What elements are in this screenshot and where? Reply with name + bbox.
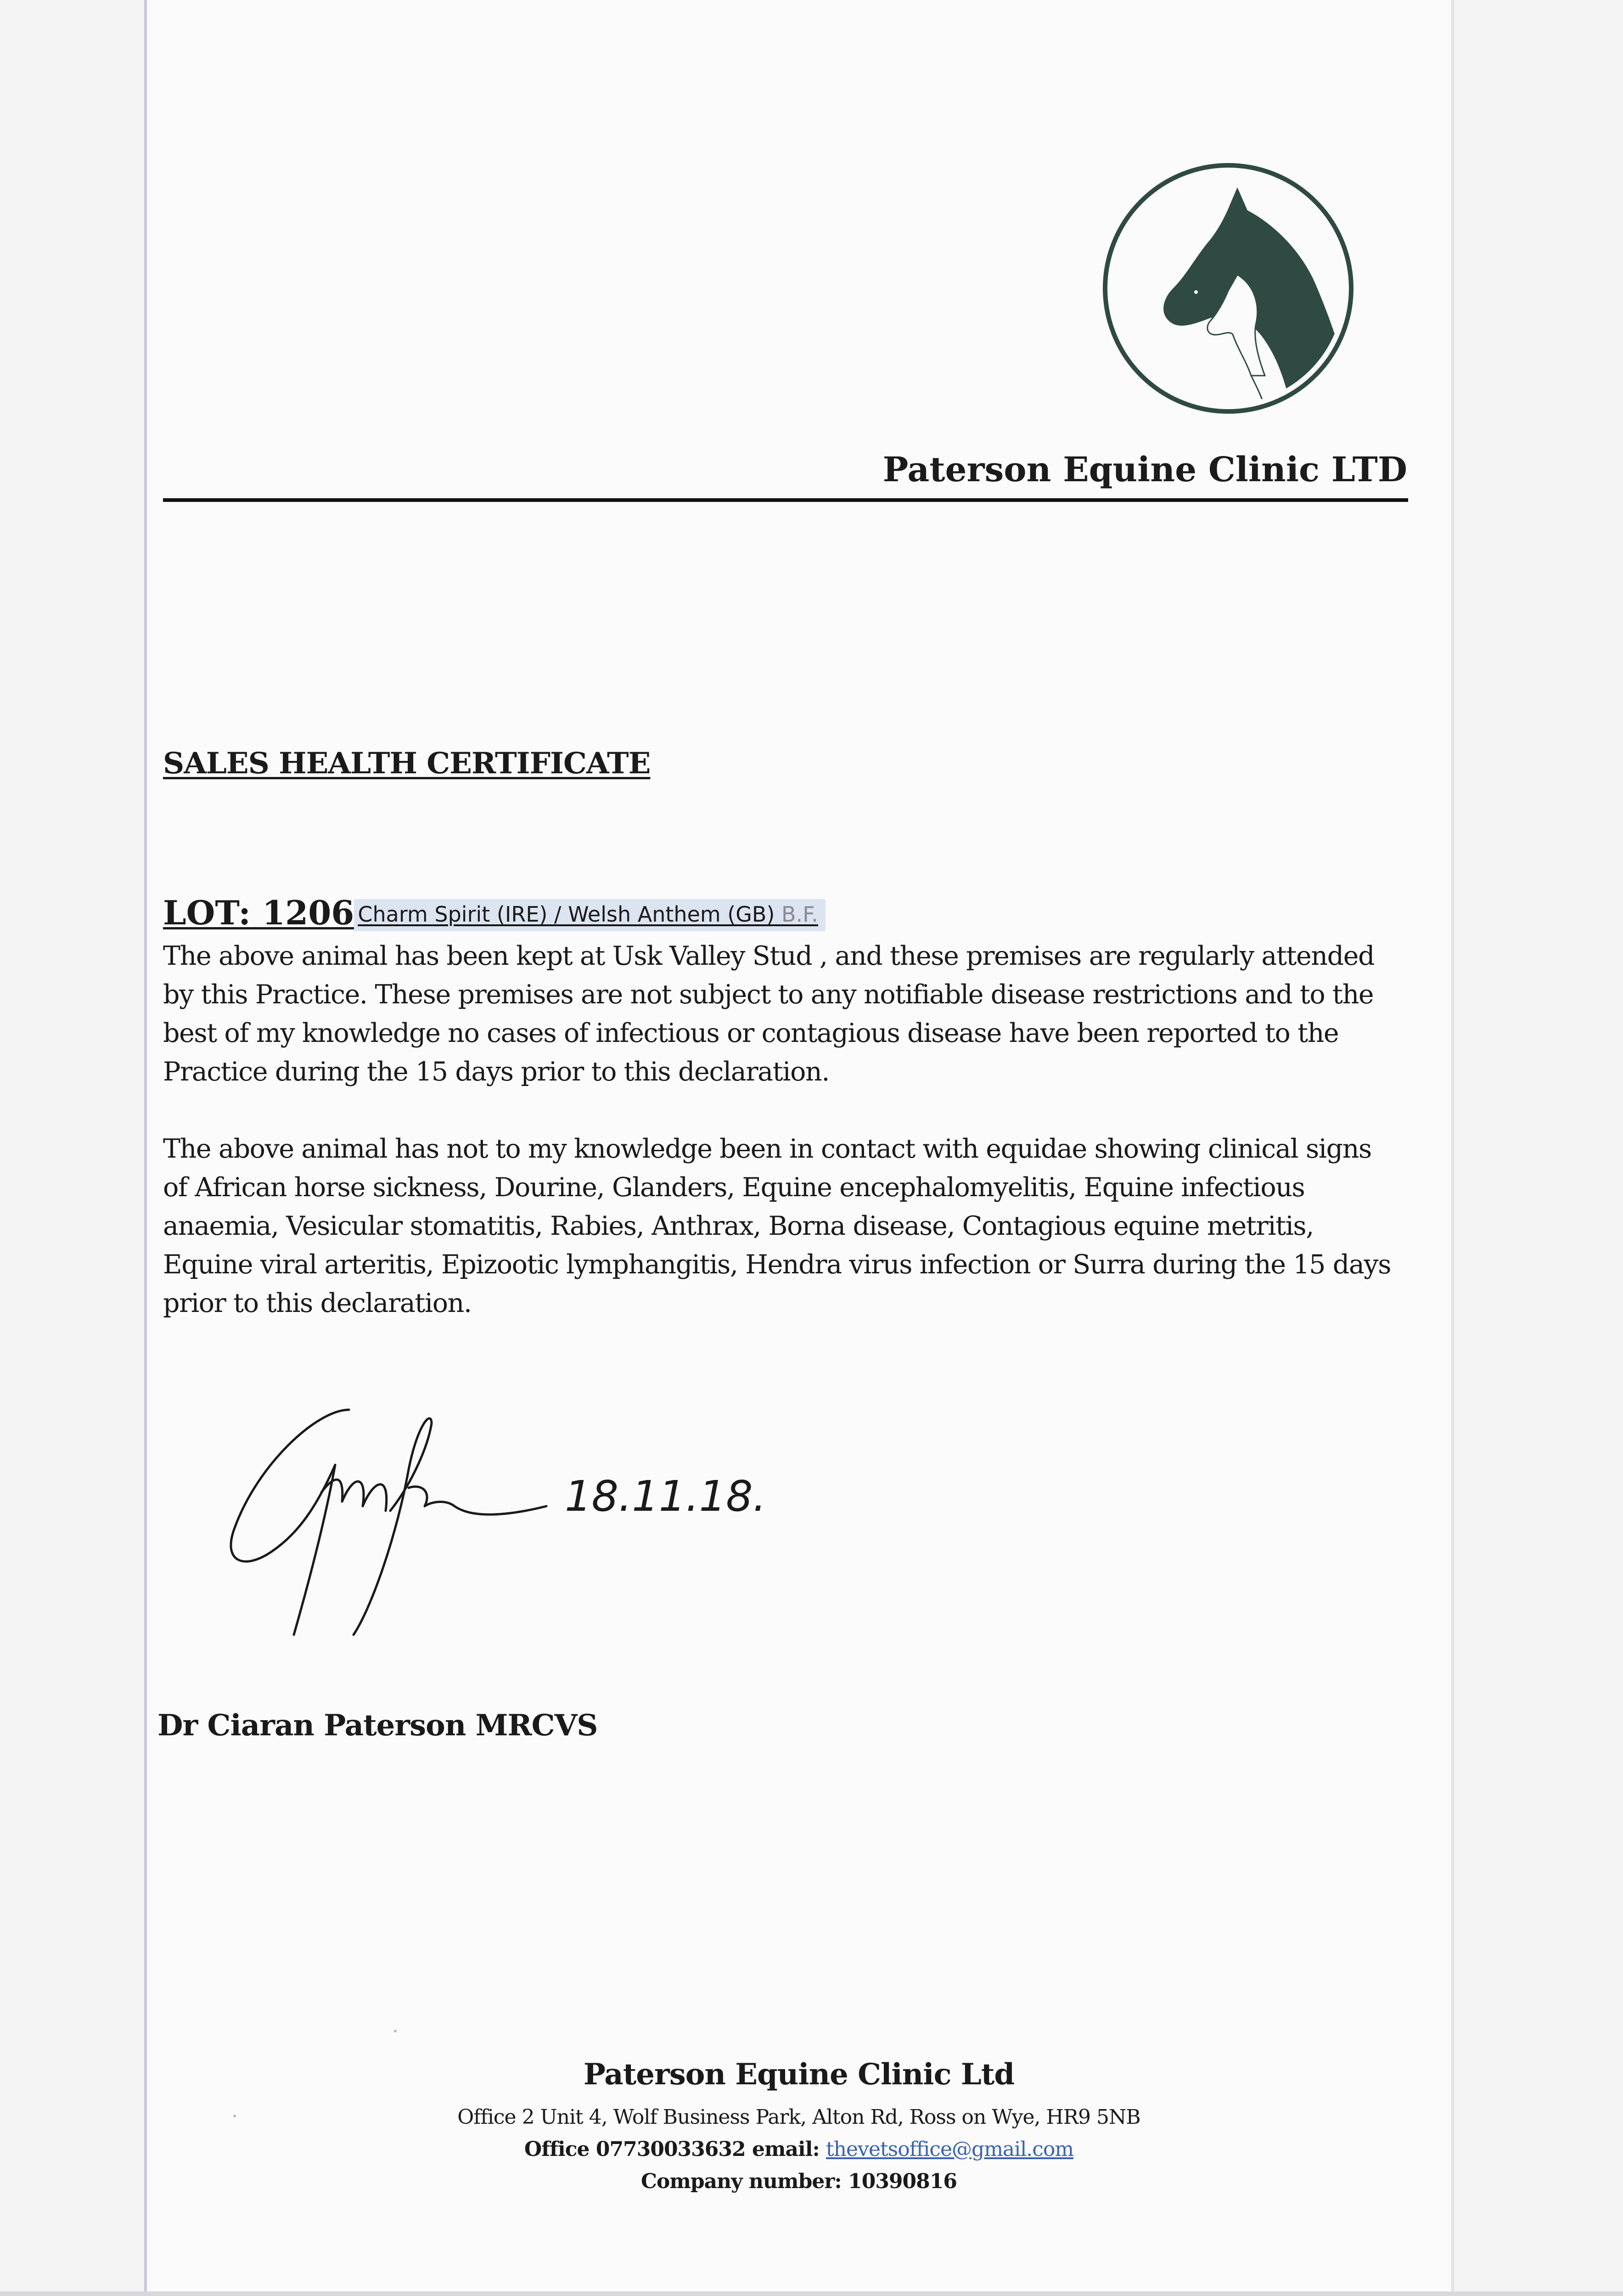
lot-horse-pedigree: Charm Spirit (IRE) / Welsh Anthem (GB) xyxy=(358,902,775,927)
scan-edge-right xyxy=(1451,0,1455,2291)
scan-speck xyxy=(394,2030,397,2032)
disease-contact-declaration: The above animal has not to my knowledge been in contact with equidae showing clinical signs of African horse sickness, Dourine, Glanders, Equine encephalomyelitis, Equine infectious anaemia, Vesicular stomatitis, Rabies, Anthrax, Borna disease, Contagious equine metritis, Equine viral arteritis, Epizootic lymphangitis, Hendra virus infection or Surra during the 15 days prior to this declaration. xyxy=(163,1134,1391,1318)
header-divider xyxy=(163,498,1408,502)
lot-suffix: B.F. xyxy=(781,902,818,927)
footer-clinic-name: Paterson Equine Clinic Ltd xyxy=(583,2057,1015,2092)
handwritten-date: 18.11.18. xyxy=(565,1472,766,1521)
footer-office-phone: Office 07730033632 email: xyxy=(524,2138,826,2161)
scan-edge-left xyxy=(144,0,147,2291)
handwritten-signature xyxy=(216,1396,813,1653)
certificate-title: SALES HEALTH CERTIFICATE xyxy=(163,746,651,781)
horse-head-logo-icon xyxy=(1100,160,1357,417)
lot-horse-highlight xyxy=(354,899,826,931)
lot-line xyxy=(163,893,826,939)
footer-contact xyxy=(147,2138,1451,2161)
premises-declaration: The above animal has been kept at Usk Valley Stud , and these premises are regularly attended by this Practice. These premises are not subject to any notifiable disease restrictions and to the best of my knowledge no cases of infectious or contagious disease have been reported to the Practice during the 15 days prior to this declaration. xyxy=(163,941,1375,1087)
scan-bottom-edge xyxy=(0,2291,1623,2296)
footer-email-link[interactable]: thevetsoffice@gmail.com xyxy=(826,2138,1074,2161)
lot-number: LOT: 1206 xyxy=(163,893,354,932)
footer-address: Office 2 Unit 4, Wolf Business Park, Alton Rd, Ross on Wye, HR9 5NB xyxy=(457,2105,1140,2129)
clinic-name-header: Paterson Equine Clinic LTD xyxy=(882,450,1407,490)
footer-company-number: Company number: 10390816 xyxy=(640,2170,957,2193)
signer-name: Dr Ciaran Paterson MRCVS xyxy=(157,1708,598,1743)
scan-speck xyxy=(233,2115,236,2117)
